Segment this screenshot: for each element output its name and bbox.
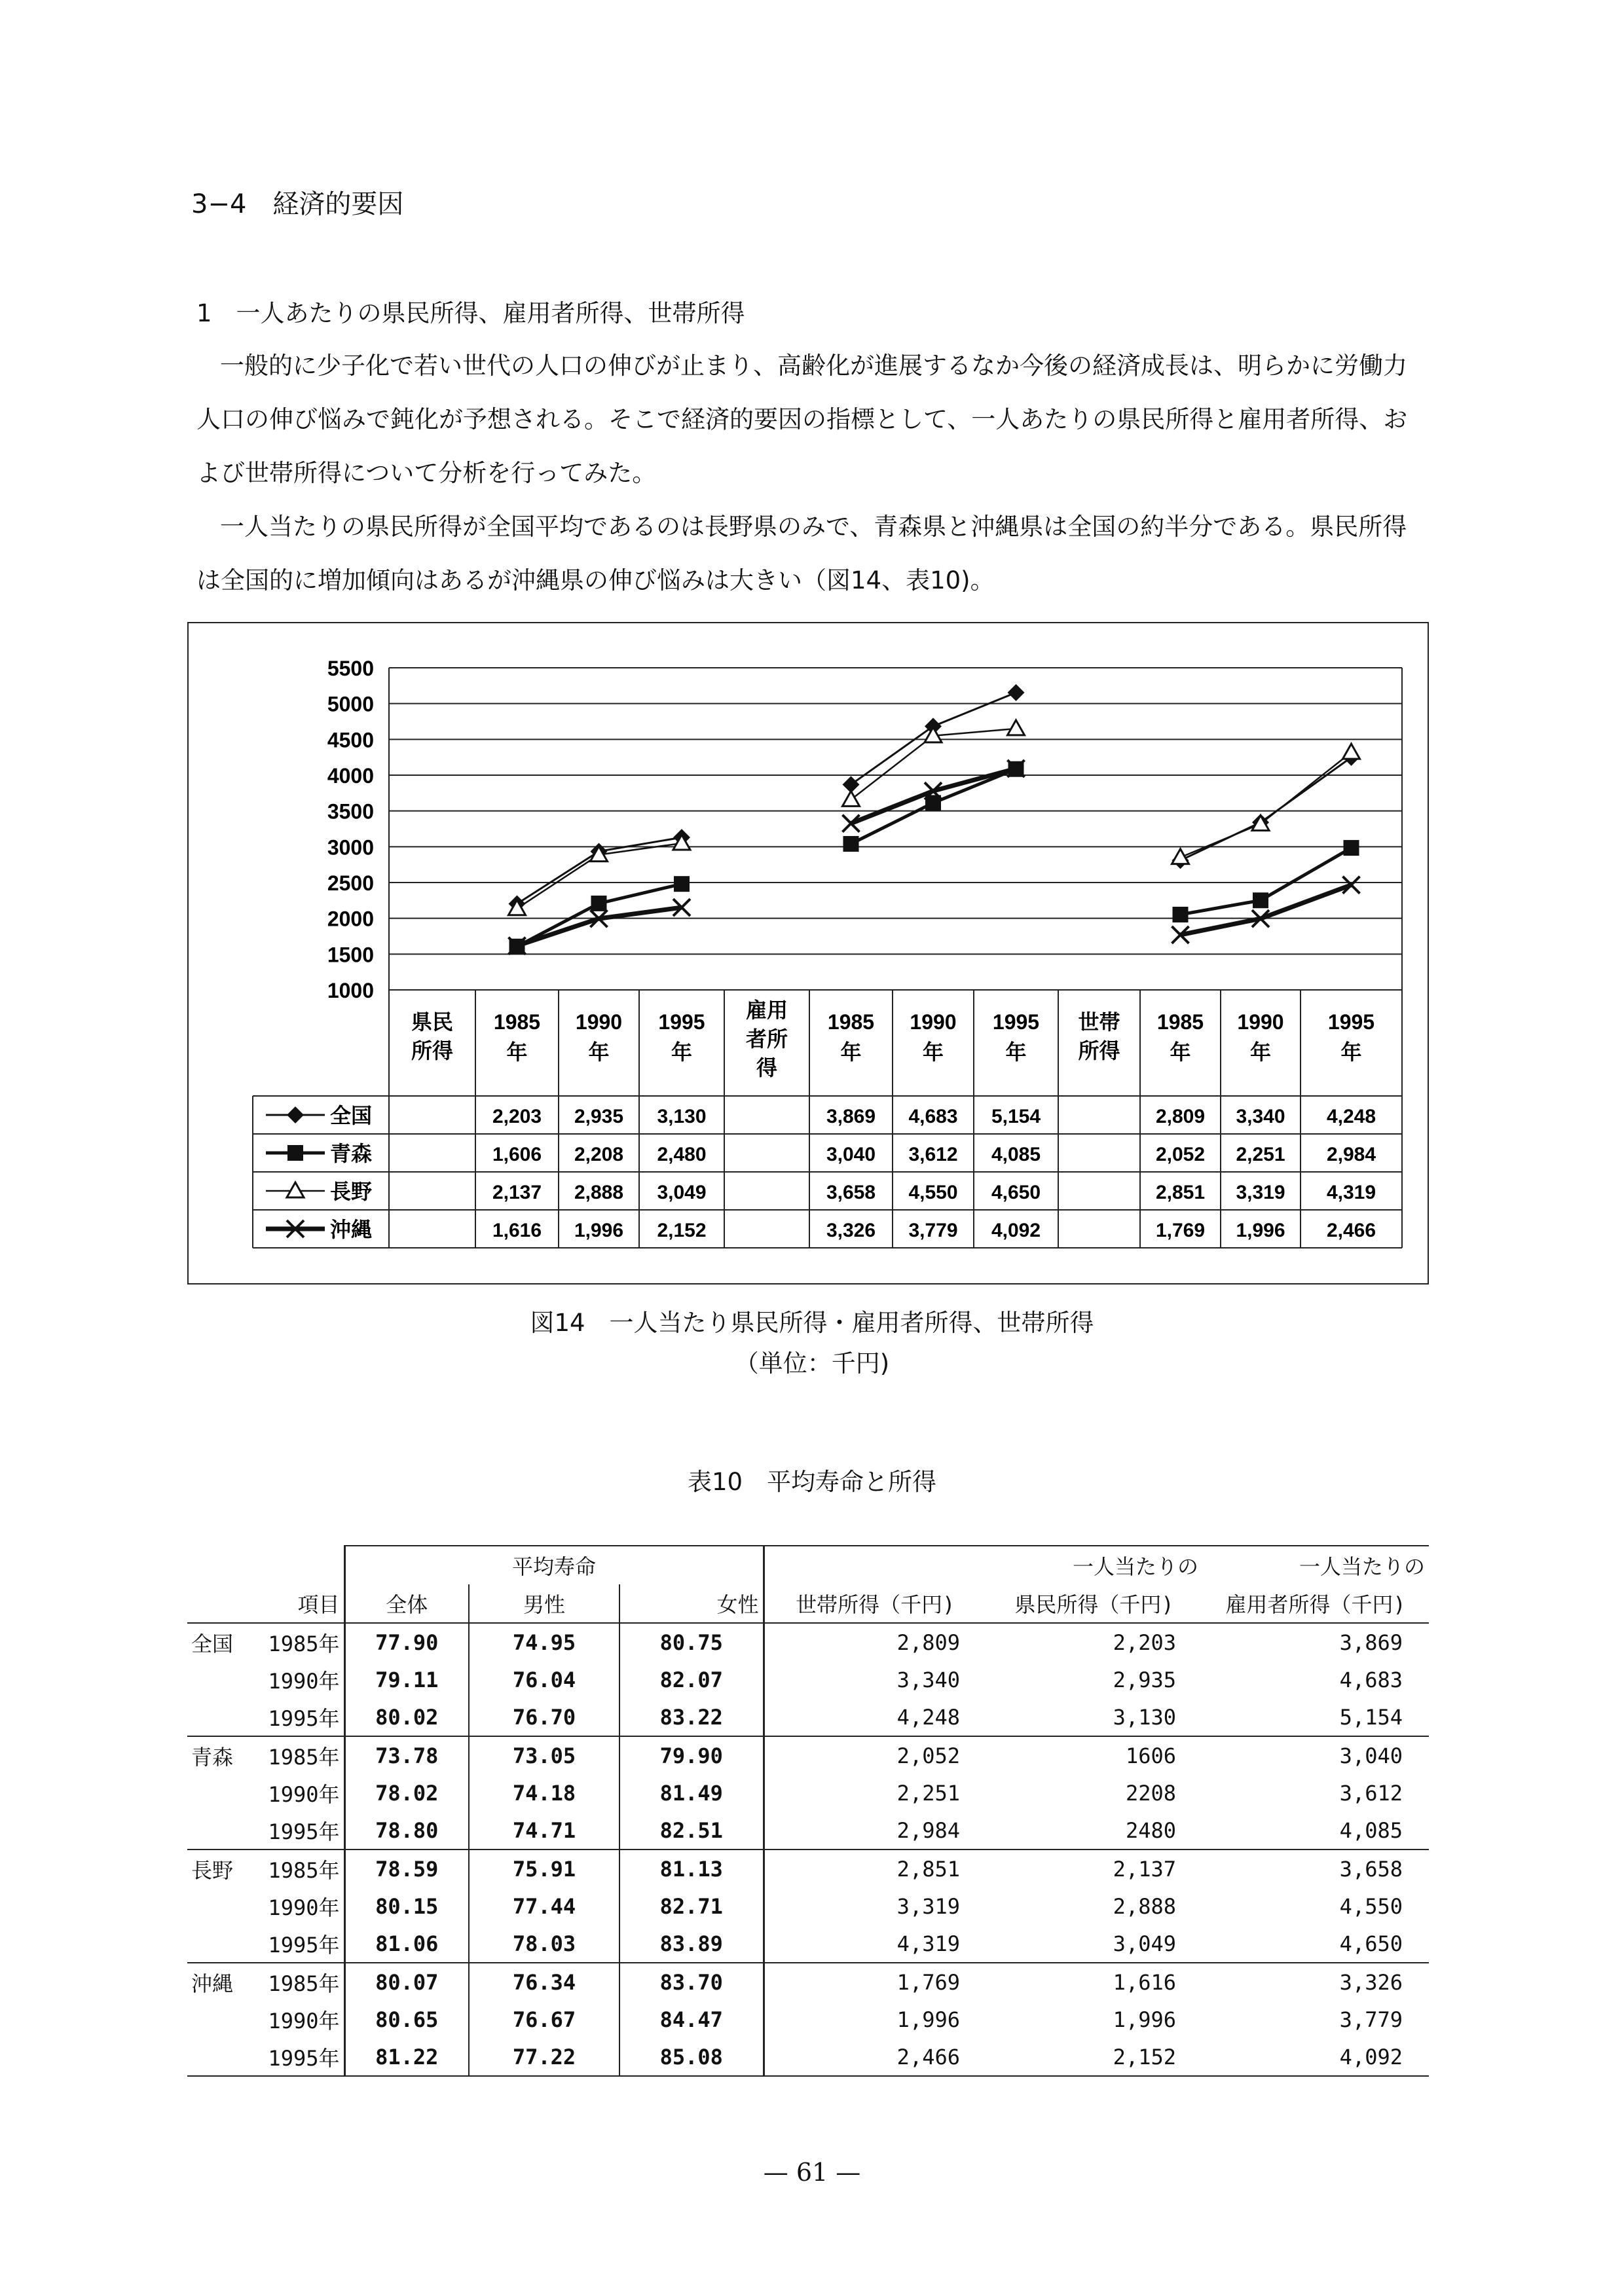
table-row: [187, 1850, 1429, 1887]
data-label: 2,152: [657, 1220, 707, 1241]
life-female-cell: 82.71: [619, 1887, 764, 1925]
table-row: [187, 1887, 1429, 1925]
table-header-blank: [187, 1546, 344, 1584]
data-label: 2,888: [574, 1182, 624, 1203]
household-income-cell: 1,996: [896, 2007, 960, 2032]
row-year: 1985年: [268, 1857, 340, 1883]
data-point: [674, 876, 690, 892]
table-body: [187, 1623, 1429, 2076]
life-total-cell: 78.59: [344, 1850, 469, 1887]
table-header-female: 女性: [619, 1584, 764, 1623]
data-label: 4,550: [908, 1182, 958, 1203]
data-point: [1253, 892, 1268, 908]
table-row: [187, 1812, 1429, 1850]
data-label: 3,326: [826, 1220, 876, 1241]
legend-marker: [287, 1145, 303, 1161]
life-male-cell: 77.44: [469, 1887, 619, 1925]
data-label: 2,984: [1326, 1144, 1376, 1165]
year-suffix: 年: [588, 1040, 610, 1065]
table-row: [187, 2001, 1429, 2038]
household-income-cell: 2,851: [896, 1856, 960, 1882]
table-header-employee-income-top: 一人当たりの: [1202, 1546, 1429, 1584]
household-income-cell: 2,052: [896, 1743, 960, 1768]
row-label: [187, 1774, 344, 1812]
y-tick-label: 2000: [327, 907, 374, 931]
data-label: 1,606: [492, 1144, 542, 1165]
figure-caption: 図14 一人当たり県民所得・雇用者所得、世帯所得: [530, 1309, 1094, 1337]
life-female-cell: 82.51: [619, 1812, 764, 1850]
data-label: 2,480: [657, 1144, 707, 1165]
household-income-cell: 2,251: [896, 1780, 960, 1806]
data-label: 2,466: [1326, 1220, 1376, 1241]
year-suffix: 年: [506, 1040, 528, 1065]
legend-marker: [287, 1106, 304, 1123]
y-tick-label: 4000: [327, 764, 374, 788]
data-label: 4,650: [991, 1182, 1041, 1203]
table-header-employee-income: 雇用者所得（千円): [1202, 1584, 1429, 1623]
series-line-長野: [1181, 752, 1352, 858]
table-row: [187, 1925, 1429, 1963]
household-income-cell: 2,466: [764, 2038, 986, 2076]
employee-income-cell: 5,154: [1202, 1698, 1429, 1736]
year-header: 1985: [1156, 1010, 1204, 1034]
table-row: [187, 1736, 1429, 1774]
life-total-cell: 80.65: [344, 2001, 469, 2038]
row-year: 1990年: [268, 1781, 340, 1807]
row-label: [187, 1661, 344, 1698]
row-year: 1985年: [268, 1631, 340, 1656]
life-male-cell: 76.70: [469, 1698, 619, 1736]
year-header: 1990: [1237, 1010, 1284, 1034]
y-tick-label: 1000: [327, 979, 374, 1002]
year-header: 1985: [827, 1010, 875, 1034]
data-point: [591, 896, 607, 911]
table-header-total: 全体: [344, 1584, 469, 1623]
table-row: [187, 1963, 1429, 2001]
household-income-cell: 4,248: [764, 1698, 986, 1736]
employee-income-cell: 4,092: [1202, 2038, 1429, 2076]
row-label: [187, 1925, 344, 1963]
pref-income-cell: 2,203: [1113, 1630, 1176, 1655]
household-income-cell: 3,319: [896, 1893, 960, 1919]
life-male-cell: 76.04: [469, 1661, 619, 1698]
employee-income-cell: 3,869: [1339, 1630, 1403, 1655]
data-label: 4,085: [991, 1144, 1041, 1165]
data-label: 4,683: [908, 1106, 958, 1127]
subsection-heading: 1 一人あたりの県民所得、雇用者所得、世帯所得: [196, 299, 745, 327]
group-header-label: 所得: [1078, 1038, 1120, 1063]
data-label: 3,612: [908, 1144, 958, 1165]
legend-marker: [287, 1182, 304, 1197]
data-point: [1172, 849, 1189, 864]
employee-income-cell: 4,550: [1339, 1893, 1403, 1919]
income-line-chart: [187, 622, 1429, 1285]
life-male-cell: 74.95: [469, 1623, 619, 1661]
life-male-cell: 77.22: [469, 2038, 619, 2076]
row-year: 1995年: [268, 1932, 340, 1958]
life-total-cell: 80.15: [344, 1887, 469, 1925]
household-income-cell: 3,340: [896, 1667, 960, 1692]
figure-unit: （単位：千円): [734, 1349, 890, 1377]
group-header-label: 世帯: [1078, 1010, 1120, 1034]
data-label: 2,203: [492, 1106, 542, 1127]
data-label: 4,319: [1326, 1182, 1376, 1203]
body-paragraph: 一般的に少子化で若い世代の人口の伸びが止まり、高齢化が進展するなか今後の経済成長は、明らかに労働力人口の伸び悩みで鈍化が予想される。そこで経済的要因の指標として、一人あたりの県民所得と雇用者所得、および世帯所得について分析を行ってみた。: [196, 352, 1408, 487]
life-total-cell: 80.02: [344, 1698, 469, 1736]
life-total-cell: 77.90: [344, 1623, 469, 1661]
row-year: 1990年: [268, 2008, 340, 2033]
data-label: 1,616: [492, 1220, 542, 1241]
y-tick-label: 3500: [327, 799, 374, 824]
data-label: 3,130: [657, 1106, 707, 1127]
group-header-label: 者所: [745, 1027, 788, 1051]
life-male-cell: 74.71: [469, 1812, 619, 1850]
pref-income-cell: 3,049: [986, 1925, 1202, 1963]
data-label: 2,208: [574, 1144, 624, 1165]
row-year: 1995年: [268, 1819, 340, 1844]
life-female-cell: 79.90: [619, 1736, 764, 1774]
table-header-life-expectancy: 平均寿命: [344, 1546, 764, 1584]
row-year: 1990年: [268, 1895, 340, 1920]
row-label: [187, 1623, 344, 1661]
group-header-label: 県民: [411, 1010, 454, 1034]
employee-income-cell: 3,612: [1339, 1780, 1403, 1806]
y-tick-label: 1500: [327, 943, 374, 967]
life-total-cell: 81.22: [344, 2038, 469, 2076]
year-header: 1995: [992, 1010, 1040, 1034]
group-header-label: 所得: [411, 1038, 454, 1063]
employee-income-cell: 3,779: [1339, 2007, 1403, 2032]
pref-income-cell: 1606: [1125, 1743, 1176, 1768]
y-tick-label: 5500: [327, 657, 374, 680]
life-female-cell: 82.07: [619, 1661, 764, 1698]
year-suffix: 年: [1170, 1040, 1191, 1065]
pref-income-cell: 1,616: [1113, 1969, 1176, 1995]
table-row: [187, 1661, 1429, 1698]
data-label: 3,779: [908, 1220, 958, 1241]
year-suffix: 年: [840, 1040, 862, 1065]
data-point: [1008, 720, 1025, 735]
employee-income-cell: 4,650: [1202, 1925, 1429, 1963]
row-year: 1990年: [268, 1668, 340, 1694]
life-male-cell: 73.05: [469, 1736, 619, 1774]
table-row: [187, 2038, 1429, 2076]
data-label: 2,935: [574, 1106, 624, 1127]
data-point: [1173, 907, 1189, 922]
data-label: 2,052: [1155, 1144, 1206, 1165]
year-suffix: 年: [1249, 1040, 1272, 1065]
table-header-male: 男性: [469, 1584, 619, 1623]
employee-income-cell: 4,683: [1339, 1667, 1403, 1692]
data-label: 2,251: [1236, 1144, 1285, 1165]
legend-label: 全国: [330, 1103, 373, 1128]
row-prefecture: 青森: [191, 1744, 234, 1770]
row-prefecture: 長野: [191, 1857, 234, 1883]
table-title: 表10 平均寿命と所得: [687, 1468, 937, 1496]
life-male-cell: 76.67: [469, 2001, 619, 2038]
life-female-cell: 81.13: [619, 1850, 764, 1887]
data-label: 1,769: [1155, 1220, 1206, 1241]
year-header: 1995: [658, 1010, 705, 1034]
life-total-cell: 73.78: [344, 1736, 469, 1774]
pref-income-cell: 2,137: [1113, 1856, 1176, 1882]
life-female-cell: 84.47: [619, 2001, 764, 2038]
y-tick-label: 4500: [327, 728, 374, 752]
row-label: [187, 1963, 344, 2001]
data-label: 3,340: [1236, 1106, 1285, 1127]
pref-income-cell: 2,888: [1113, 1893, 1176, 1919]
table-header-household: 世帯所得（千円): [764, 1584, 986, 1623]
legend-label: 長野: [330, 1179, 373, 1204]
data-label: 2,809: [1155, 1106, 1206, 1127]
row-label: [187, 1850, 344, 1887]
household-income-cell: 2,984: [764, 1812, 986, 1850]
table-row: [187, 1698, 1429, 1736]
pref-income-cell: 3,130: [986, 1698, 1202, 1736]
year-header: 1990: [575, 1010, 623, 1034]
employee-income-cell: 3,326: [1339, 1969, 1403, 1995]
life-female-cell: 83.89: [619, 1925, 764, 1963]
year-suffix: 年: [1340, 1040, 1362, 1065]
household-income-cell: 1,769: [896, 1969, 960, 1995]
life-total-cell: 78.02: [344, 1774, 469, 1812]
employee-income-cell: 3,040: [1339, 1743, 1403, 1768]
section-heading: 3−4 経済的要因: [191, 189, 404, 219]
data-point: [1008, 684, 1025, 701]
table-row: [187, 1623, 1429, 1661]
life-expectancy-income-table: [187, 1545, 1429, 2077]
life-female-cell: 83.70: [619, 1963, 764, 2001]
life-female-cell: 80.75: [619, 1623, 764, 1661]
data-label: 2,137: [492, 1182, 542, 1203]
row-year: 1995年: [268, 2045, 340, 2071]
data-label: 1,996: [1236, 1220, 1285, 1241]
household-income-cell: 4,319: [764, 1925, 986, 1963]
data-point: [843, 791, 860, 806]
data-label: 2,851: [1155, 1182, 1206, 1203]
row-label: [187, 2038, 344, 2076]
row-year: 1985年: [268, 1744, 340, 1770]
table-header-item: 項目: [187, 1584, 344, 1623]
table-row: [187, 1774, 1429, 1812]
year-suffix: 年: [922, 1040, 944, 1065]
employee-income-cell: 4,085: [1202, 1812, 1429, 1850]
group-header-label: 得: [756, 1055, 778, 1080]
data-label: 4,248: [1326, 1106, 1376, 1127]
year-suffix: 年: [671, 1040, 693, 1065]
legend-label: 沖縄: [330, 1217, 373, 1242]
y-tick-label: 5000: [327, 692, 374, 716]
year-suffix: 年: [1005, 1040, 1027, 1065]
life-total-cell: 81.06: [344, 1925, 469, 1963]
pref-income-cell: 2,935: [1113, 1667, 1176, 1692]
data-point: [843, 836, 859, 852]
table-header-pref-income-top: 一人当たりの: [986, 1546, 1202, 1584]
life-total-cell: 79.11: [344, 1661, 469, 1698]
data-label: 3,658: [826, 1182, 876, 1203]
data-label: 4,092: [991, 1220, 1041, 1241]
row-label: [187, 1812, 344, 1850]
household-income-cell: 2,809: [896, 1630, 960, 1655]
life-male-cell: 74.18: [469, 1774, 619, 1812]
series-line-沖縄: [517, 907, 682, 946]
row-label: [187, 2001, 344, 2038]
data-label: 3,049: [657, 1182, 707, 1203]
life-male-cell: 75.91: [469, 1850, 619, 1887]
life-male-cell: 76.34: [469, 1963, 619, 2001]
page-number: — 61 —: [763, 2158, 861, 2187]
data-point: [1343, 744, 1360, 759]
data-label: 1,996: [574, 1220, 624, 1241]
data-label: 3,869: [826, 1106, 876, 1127]
y-tick-label: 2500: [327, 871, 374, 895]
table-header-blank: [764, 1546, 986, 1584]
row-year: 1985年: [268, 1971, 340, 1996]
row-prefecture: 沖縄: [191, 1971, 234, 1996]
data-label: 5,154: [991, 1106, 1041, 1127]
row-label: [187, 1736, 344, 1774]
employee-income-cell: 3,658: [1339, 1856, 1403, 1882]
row-prefecture: 全国: [191, 1631, 234, 1656]
group-header-label: 雇用: [745, 998, 788, 1023]
pref-income-cell: 2208: [1125, 1780, 1176, 1806]
body-paragraph: 一人当たりの県民所得が全国平均であるのは長野県のみで、青森県と沖縄県は全国の約半分である。県民所得は全国的に増加傾向はあるが沖縄県の伸び悩みは大きい（図14、表10)。: [196, 513, 1407, 594]
data-label: 3,040: [826, 1144, 876, 1165]
life-female-cell: 85.08: [619, 2038, 764, 2076]
life-female-cell: 83.22: [619, 1698, 764, 1736]
table-header-pref-income: 県民所得（千円): [986, 1584, 1202, 1623]
year-header: 1995: [1327, 1010, 1375, 1034]
row-label: [187, 1887, 344, 1925]
life-female-cell: 81.49: [619, 1774, 764, 1812]
year-header: 1985: [493, 1010, 541, 1034]
pref-income-cell: 2480: [986, 1812, 1202, 1850]
pref-income-cell: 2,152: [986, 2038, 1202, 2076]
y-tick-label: 3000: [327, 835, 374, 860]
life-total-cell: 80.07: [344, 1963, 469, 2001]
legend-label: 青森: [330, 1141, 373, 1166]
year-header: 1990: [910, 1010, 957, 1034]
row-year: 1995年: [268, 1705, 340, 1731]
row-label: [187, 1698, 344, 1736]
life-male-cell: 78.03: [469, 1925, 619, 1963]
data-point: [1344, 840, 1359, 856]
data-label: 3,319: [1236, 1182, 1285, 1203]
pref-income-cell: 1,996: [1113, 2007, 1176, 2032]
life-total-cell: 78.80: [344, 1812, 469, 1850]
